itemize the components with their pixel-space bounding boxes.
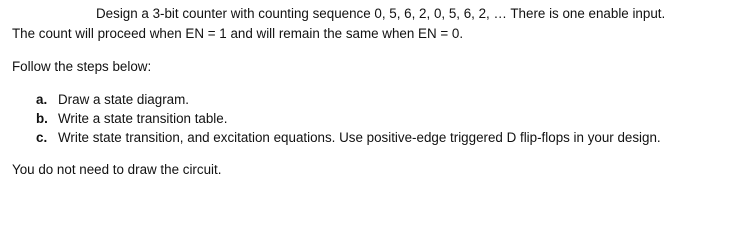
step-letter: a. <box>36 92 48 107</box>
intro-line-1: Design a 3-bit counter with counting sequence 0, 5, 6, 2, 0, 5, 6, 2, … There is one enable input. <box>96 6 666 21</box>
step-letter: b. <box>36 111 48 126</box>
intro-line-2: The count will proceed when EN = 1 and will remain the same when EN = 0. <box>12 26 464 41</box>
step-text: Write state transition, and excitation equations. Use positive-edge triggered D flip-flops in your design. <box>58 130 661 145</box>
step-text: Draw a state diagram. <box>58 92 189 107</box>
step-item-a <box>36 92 189 108</box>
step-text: Write a state transition table. <box>58 111 228 126</box>
follow-steps-heading: Follow the steps below: <box>12 59 152 74</box>
step-letter: c. <box>36 130 48 145</box>
closing-note: You do not need to draw the circuit. <box>12 162 222 177</box>
step-item-c <box>36 130 661 146</box>
step-item-b <box>36 111 227 127</box>
